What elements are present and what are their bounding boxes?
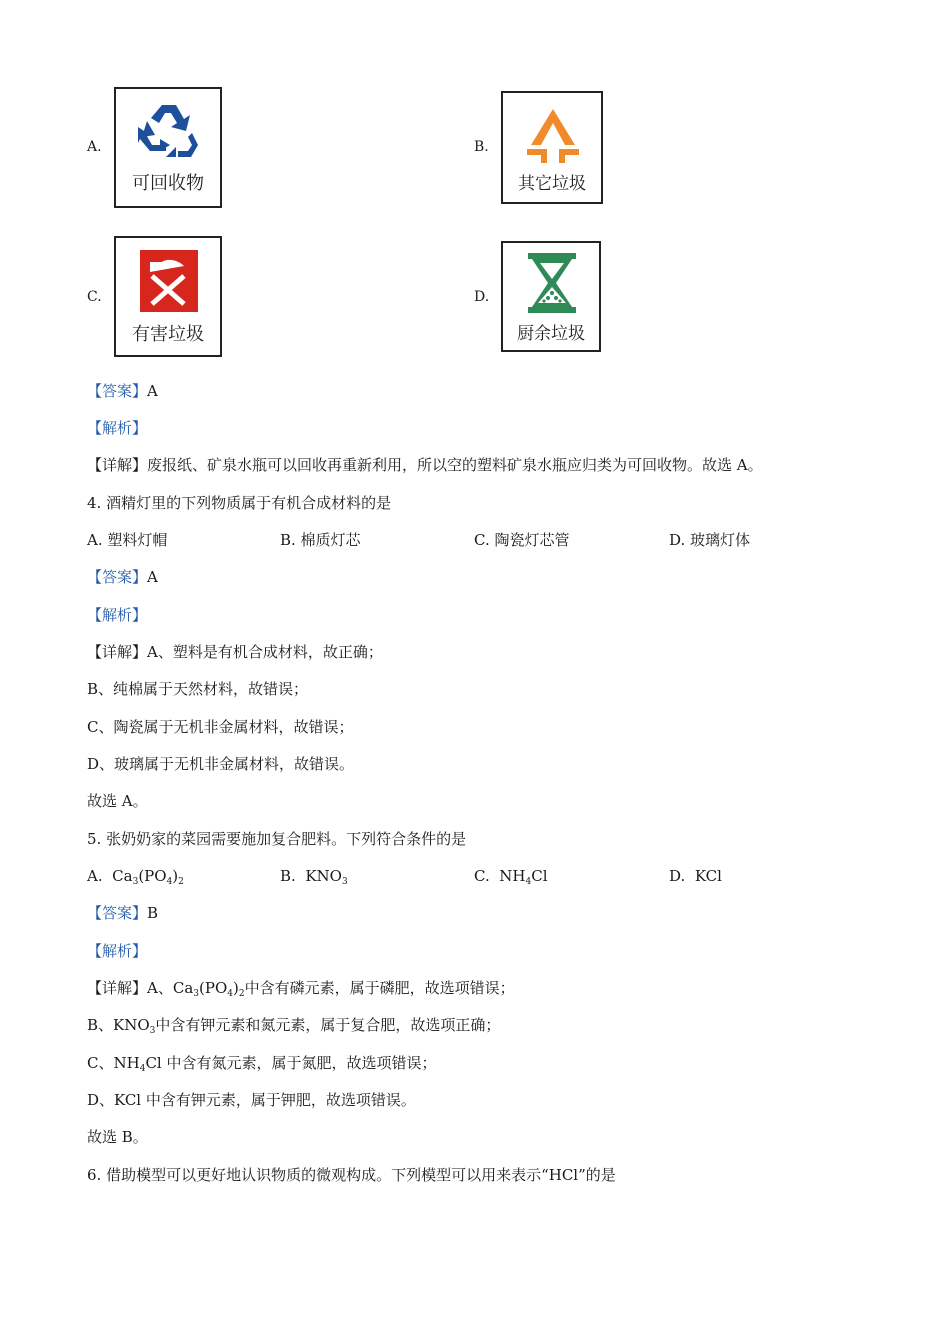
formula-part: NH [113,1054,140,1072]
kitchen-waste-sign [501,241,601,352]
detail-tag: 【详解】 [87,456,148,474]
option-letter: A. [87,139,102,155]
detail-tag: 【详解】 [87,643,148,661]
q4-choice-c: C. 陶瓷灯芯管 [474,531,570,549]
q4-choices [0,530,950,550]
detail-prefix: C、 [87,1054,114,1072]
q5-detail-line-a [87,978,515,998]
option-letter: C. [87,289,102,305]
q4-detail-line: D、玻璃属于无机非金属材料，故错误。 [87,755,355,773]
detail-prefix: B、 [87,1016,114,1034]
detail-text: 中含有磷元素，属于磷肥，故选项错误； [244,979,515,997]
answer-tag: 【答案】 [87,904,148,922]
recycle-icon [138,101,200,159]
q6-stem: 6. 借助模型可以更好地认识物质的微观构成。下列模型可以用来表示“HCl”的是 [87,1166,616,1184]
answer-tag: 【答案】 [87,568,148,586]
sign-caption: 有害垃圾 [132,324,204,345]
formula-subscript: 2 [178,877,184,887]
q4-choice-d: D. 玻璃灯体 [669,531,751,549]
q3-analysis-tag: 【解析】 [87,419,148,437]
formula-part: ) [172,867,179,885]
formula-subscript: 4 [166,877,173,887]
other-waste-sign [501,91,603,204]
q4-answer [87,567,158,587]
hourglass-icon [526,253,578,313]
detail-prefix: A、 [147,979,173,997]
choice-letter: A. [87,867,103,885]
q5-conclusion: 故选 B。 [87,1128,148,1146]
q4-stem: 4. 酒精灯里的下列物质属于有机合成材料的是 [87,494,392,512]
formula-subscript: 4 [139,1064,146,1074]
recyclable-sign [114,87,222,208]
formula-subscript: 2 [238,989,245,999]
q3-detail [87,455,763,475]
q5-choice-a [87,866,184,886]
option-letter: B. [474,139,489,155]
option-letter: D. [474,289,490,305]
formula-part: (PO [199,979,228,997]
q5-detail-line-b [87,1015,500,1035]
q4-conclusion: 故选 A。 [87,792,148,810]
hazardous-waste-sign [114,236,222,357]
q4-choice-b: B. 棉质灯芯 [280,531,361,549]
choice-letter: C. [474,867,490,885]
q3-answer [87,381,158,401]
formula-subscript: 3 [193,989,200,999]
detail-text: 废报纸、矿泉水瓶可以回收再重新利用，所以空的塑料矿泉水瓶应归类为可回收物。故选 A。 [147,456,763,474]
formula-part: Ca [172,979,194,997]
detail-text: 中含有氮元素，属于氮肥，故选项错误； [161,1054,437,1072]
formula-part: KNO [113,1016,150,1034]
formula-subscript: 3 [149,1026,156,1036]
formula-subscript: 3 [132,877,139,887]
q5-choices [0,866,950,886]
formula-subscript: 4 [227,989,233,999]
q4-choice-a: A. 塑料灯帽 [87,531,168,549]
formula-part: KNO [305,867,342,885]
other-waste-icon [525,105,581,163]
answer-value: A [147,382,158,400]
formula-part: ) [233,979,239,997]
formula-subscript: 3 [341,877,348,887]
formula-part: NH [499,867,526,885]
sign-caption: 厨余垃圾 [517,324,585,344]
choice-letter: B. [280,867,296,885]
formula-part: (PO [138,867,167,885]
sign-caption: 可回收物 [132,173,204,194]
q5-analysis-tag: 【解析】 [87,942,148,960]
q5-answer [87,903,158,923]
answer-value: B [147,904,159,922]
detail-text: 中含有钾元素，属于钾肥，故选项错误。 [141,1091,416,1109]
q4-detail-line: C、陶瓷属于无机非金属材料，故错误； [87,718,354,736]
formula-part: KCl [694,867,722,885]
q5-stem: 5. 张奶奶家的菜园需要施加复合肥料。下列符合条件的是 [87,830,467,848]
formula-part: KCl [114,1091,142,1109]
q5-choice-b [280,866,348,886]
detail-prefix: D、 [87,1091,115,1109]
q5-choice-d [669,866,722,886]
detail-text: A、塑料是有机合成材料，故正确； [147,643,383,661]
formula-part: Ca [112,867,133,885]
detail-tag: 【详解】 [87,979,148,997]
detail-text: 中含有钾元素和氮元素，属于复合肥，故选项正确； [155,1016,501,1034]
q4-detail-line [87,642,383,662]
choice-letter: D. [669,867,686,885]
q5-choice-c [474,866,548,886]
q5-detail-line-c [87,1053,437,1073]
sign-caption: 其它垃圾 [518,174,586,194]
answer-tag: 【答案】 [87,382,148,400]
q4-analysis-tag: 【解析】 [87,606,148,624]
answer-value: A [147,568,158,586]
formula-subscript: 4 [525,877,532,887]
hazard-icon [140,250,198,312]
q4-detail-line: B、纯棉属于天然材料，故错误； [87,680,309,698]
formula-part: Cl [145,1054,162,1072]
q5-detail-line-d [87,1090,416,1110]
formula-part: Cl [531,867,548,885]
